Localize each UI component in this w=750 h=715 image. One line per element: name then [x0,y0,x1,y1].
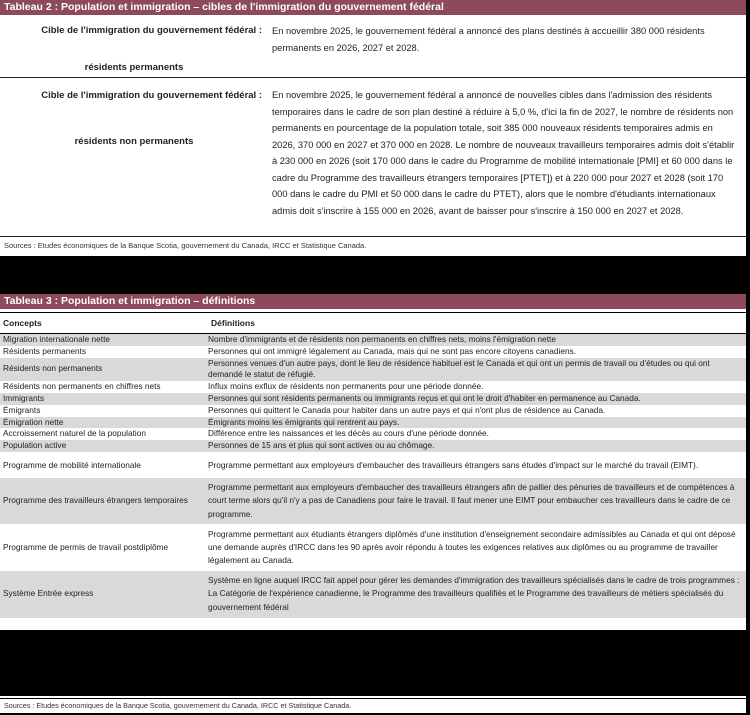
concept-cell: Système Entrée express [3,588,94,599]
concept-cell: Résidents non permanents [3,363,103,374]
table-row [0,452,746,478]
row-text: En novembre 2025, le gouvernement fédéral a annoncé de nouvelles cibles dans l'admission des résidents temporaires dans le cadre de son plan destiné à réduire à 5,0 %, d'ici la fin de 2027, le nombre de résidents non permanents en pourcentage de la population totale, soit 385 000 nouveaux résidents temporaires admis en 2026, 370 000 en 2027 et 370 000 en 2028. Le nombre de nouveaux travailleurs temporaires admis doit s'établir à 230 000 en 2026 (soit 170 000 dans le cadre du Programme de mobilité internationale [PMI] et 60 000 dans le cadre du Programme des travailleurs étrangers temporaires [PTET]) et à 220 000 pour 2027 et 2028 (soit 170 000 dans le cadre du PMI et 50 000 dans le cadre du PTET), alors que le nombre d'étudiants internationaux admis doit s'inscrire à 155 000 en 2026, avant de baisser pour s'inscrire à 150 000 en 2027 et 2028. [272,90,735,216]
definition-cell: Personnes qui quittent le Canada pour habiter dans un autre pays et qui n'ont plus de résidence au Canada. [208,404,606,415]
row-label [0,78,268,236]
table-3 [0,294,746,630]
concept-cell: Programme des travailleurs étrangers temporaires [3,495,188,506]
concept-cell: Programme de permis de travail postdiplôme [3,542,169,553]
table-row [0,15,746,78]
row-label-line2: résidents permanents [84,62,184,73]
table-3-sources-panel [0,696,746,713]
table-row [0,78,746,236]
definition-extra: La Catégorie de l'expérience canadienne, le Programme des travailleurs qualifiés et le Programme des travailleurs de métiers spécialisés du gouvernement fédéral [208,588,724,612]
table-3-sources: Sources : Etudes économiques de la Banque Scotia, gouvernement du Canada, IRCC et Statistique Canada. [0,698,746,713]
header-definitions: Définitions [211,318,255,328]
definition-cell: Influx moins exflux de résidents non permanents pour une période donnée. [208,381,484,392]
concept-cell: Émigrants [3,404,41,415]
table-2-title: Tableau 2 : Population et immigration – cibles de l'immigration du gouvernement fédéral [0,0,746,15]
table-row [0,358,746,382]
concept-cell: Population active [3,440,67,451]
definition-cell: Personnes qui ont immigré légalement au Canada, mais qui ne sont pas encore citoyens canadiens. [208,345,577,356]
table-row [0,393,746,405]
table-row [0,381,746,393]
header-concepts: Concepts [3,318,42,328]
table-row [0,524,746,571]
definition-cell: Émigrants moins les émigrants qui rentrent au pays. [208,416,400,427]
definition-cell: Personnes venues d'un autre pays, dont le lieu de résidence habituel est le Canada et qui ont un permis de travail ou d'études ou qui ont demandé le statut de réfugié. [208,357,710,380]
table-row [0,405,746,417]
table-3-title: Tableau 3 : Population et immigration – définitions [0,294,746,309]
table-row [0,440,746,452]
definition-cell: Programme permettant aux employeurs d'embaucher des travailleurs étrangers afin de pallier des pénuries de travailleurs et de compétences à court terme alors qu'il n'y a pas de Canadiens pour faire le travail. Il faut mener une EIMT pour embaucher ces travailleurs dans le cadre de ce programme. [208,481,735,519]
row-label-line1: Cible de l'immigration du gouvernement fédéral : [41,90,262,101]
concept-cell: Programme de mobilité internationale [3,459,141,470]
concept-cell: Résidents permanents [3,345,87,356]
row-text: En novembre 2025, le gouvernement fédéral a annoncé des plans destinés à accueillir 380 000 résidents permanents en 2026, 2027 et 2028. [272,26,705,53]
table-row [0,346,746,358]
definition-cell: Différence entre les naissances et les décès au cours d'une période donnée. [208,428,489,439]
definition-cell: Personnes qui sont résidents permanents ou immigrants reçus et qui ont le droit d'habiter en permanence au Canada. [208,392,641,403]
table-row [0,478,746,524]
table-row [0,571,746,618]
definition-cell: Programme permettant aux étudiants étrangers diplômés d'une institution d'enseignement secondaire admissibles au Canada et qui ont déposé une demande auprès d'IRCC dans les 90 après avoir répondu à toutes les exigences relatives aux diplômes ou au programme de travailler légalement au Canada. [208,528,736,566]
table-header [0,312,746,334]
table-row [0,417,746,429]
definition-text: Système en ligne auquel IRCC fait appel pour gérer les demandes d'immigration des travailleurs spécialisés dans le cadre de trois programmes : [208,574,740,585]
definition-cell: Programme permettant aux employeurs d'embaucher des travailleurs étrangers sans études d'impact sur le marché du travail (EIMT). [208,459,699,470]
concept-cell: Émigration nette [3,416,64,427]
table-2-sources: Sources : Etudes économiques de la Banque Scotia, gouvernement du Canada, IRCC et Statistique Canada. [0,236,746,255]
concept-cell: Résidents non permanents en chiffres nets [3,381,161,392]
concept-cell: Migration internationale nette [3,334,111,344]
table-row [0,428,746,440]
concept-cell: Accroissement naturel de la population [3,428,146,439]
row-label-line1: Cible de l'immigration du gouvernement fédéral : [41,25,262,36]
definition-cell: Nombre d'immigrants et de résidents non permanents en chiffres nets, moins l'émigration nette [208,334,556,344]
definition-cell [208,574,746,615]
row-label [0,15,268,77]
concept-cell: Immigrants [3,392,45,403]
table-2 [0,0,746,256]
table-row [0,334,746,346]
definition-cell: Personnes de 15 ans et plus qui sont actives ou au chômage. [208,440,435,451]
row-label-line2: résidents non permanents [74,136,194,147]
